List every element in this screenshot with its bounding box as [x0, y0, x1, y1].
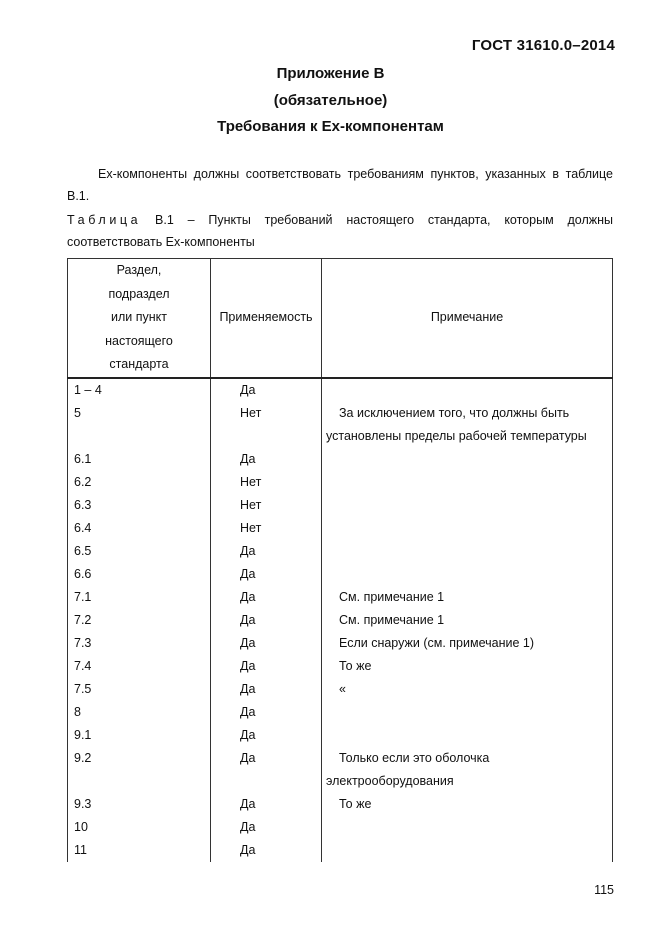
- cell-applicability: Нет: [211, 494, 322, 517]
- cell-applicability: Да: [211, 448, 322, 471]
- cell-note: [322, 471, 613, 494]
- table-row: [68, 724, 613, 747]
- table-caption-text: В.1 – Пункты требований настоящего стандарта, которым должны: [155, 213, 613, 227]
- cell-note: [322, 494, 613, 517]
- document-header: ГОСТ 31610.0–2014: [471, 37, 615, 54]
- cell-section: 7.3: [68, 632, 211, 655]
- table-caption-label: Таблица: [67, 213, 142, 227]
- cell-section: 5: [68, 402, 211, 448]
- cell-note: [322, 816, 613, 839]
- table-header-row: [68, 259, 613, 378]
- header-applicability: Применяемость: [211, 259, 322, 378]
- cell-section: 6.1: [68, 448, 211, 471]
- cell-applicability: Нет: [211, 471, 322, 494]
- cell-section: 7.1: [68, 586, 211, 609]
- cell-applicability: Да: [211, 586, 322, 609]
- cell-section: 7.4: [68, 655, 211, 678]
- header-section: [68, 259, 211, 378]
- cell-applicability: Да: [211, 632, 322, 655]
- cell-applicability: Да: [211, 724, 322, 747]
- cell-section: 9.3: [68, 793, 211, 816]
- cell-section: 6.2: [68, 471, 211, 494]
- table-row: [68, 701, 613, 724]
- cell-section: 6.6: [68, 563, 211, 586]
- cell-applicability: Нет: [211, 402, 322, 448]
- cell-section: 6.4: [68, 517, 211, 540]
- cell-applicability: Да: [211, 540, 322, 563]
- cell-note: То же: [322, 793, 613, 816]
- cell-section: 7.5: [68, 678, 211, 701]
- cell-section: 6.3: [68, 494, 211, 517]
- table-row: [68, 839, 613, 862]
- cell-applicability: Да: [211, 701, 322, 724]
- appendix-subject: Требования к Ex-компонентам: [217, 118, 444, 135]
- cell-applicability: Нет: [211, 517, 322, 540]
- cell-note: [322, 724, 613, 747]
- cell-section: 9.2: [68, 747, 211, 793]
- cell-note: Если снаружи (см. примечание 1): [322, 632, 613, 655]
- cell-section: 7.2: [68, 609, 211, 632]
- table-caption: [67, 209, 613, 253]
- table-row: [68, 793, 613, 816]
- cell-applicability: Да: [211, 816, 322, 839]
- table-row: [68, 655, 613, 678]
- intro-paragraph: Ex-компоненты должны соответствовать требованиям пунктов, указанных в таблице В.1.: [67, 167, 613, 203]
- cell-section: 1 – 4: [68, 378, 211, 402]
- cell-note: Только если это оболочка электрооборудования: [322, 747, 613, 793]
- table-caption-line1: [67, 209, 613, 231]
- table-row: [68, 563, 613, 586]
- table-row: [68, 678, 613, 701]
- cell-note: [322, 540, 613, 563]
- cell-section: 11: [68, 839, 211, 862]
- cell-note: [322, 701, 613, 724]
- cell-applicability: Да: [211, 793, 322, 816]
- cell-section: 9.1: [68, 724, 211, 747]
- cell-applicability: Да: [211, 839, 322, 862]
- cell-applicability: Да: [211, 378, 322, 402]
- cell-note: См. примечание 1: [322, 586, 613, 609]
- cell-note: [322, 563, 613, 586]
- header-section-label: Раздел, подраздел или пункт настоящего стандарта: [105, 263, 173, 371]
- cell-applicability: Да: [211, 655, 322, 678]
- table-row: [68, 448, 613, 471]
- appendix-status: (обязательное): [273, 92, 388, 109]
- table-row: [68, 586, 613, 609]
- cell-note: «: [322, 678, 613, 701]
- cell-section: 6.5: [68, 540, 211, 563]
- header-note: Примечание: [322, 259, 613, 378]
- cell-applicability: Да: [211, 747, 322, 793]
- table-row: [68, 494, 613, 517]
- appendix-title: Приложение В: [276, 65, 385, 82]
- table-caption-line2: соответствовать Ex-компоненты: [67, 235, 255, 249]
- cell-note: [322, 448, 613, 471]
- cell-note: За исключением того, что должны быть установлены пределы рабочей температуры: [322, 402, 613, 448]
- table-row: [68, 471, 613, 494]
- cell-note: [322, 839, 613, 862]
- table-row: [68, 517, 613, 540]
- cell-applicability: Да: [211, 563, 322, 586]
- cell-note: [322, 517, 613, 540]
- cell-applicability: Да: [211, 609, 322, 632]
- cell-applicability: Да: [211, 678, 322, 701]
- table-row: [68, 540, 613, 563]
- requirements-table: [67, 258, 613, 862]
- cell-section: 10: [68, 816, 211, 839]
- cell-note: [322, 378, 613, 402]
- cell-section: 8: [68, 701, 211, 724]
- table-row: [68, 609, 613, 632]
- table-row: [68, 402, 613, 448]
- cell-note: См. примечание 1: [322, 609, 613, 632]
- table-row: [68, 632, 613, 655]
- cell-note: То же: [322, 655, 613, 678]
- table-row: [68, 747, 613, 793]
- table-row: [68, 378, 613, 402]
- page-number: 115: [594, 883, 614, 897]
- table-row: [68, 816, 613, 839]
